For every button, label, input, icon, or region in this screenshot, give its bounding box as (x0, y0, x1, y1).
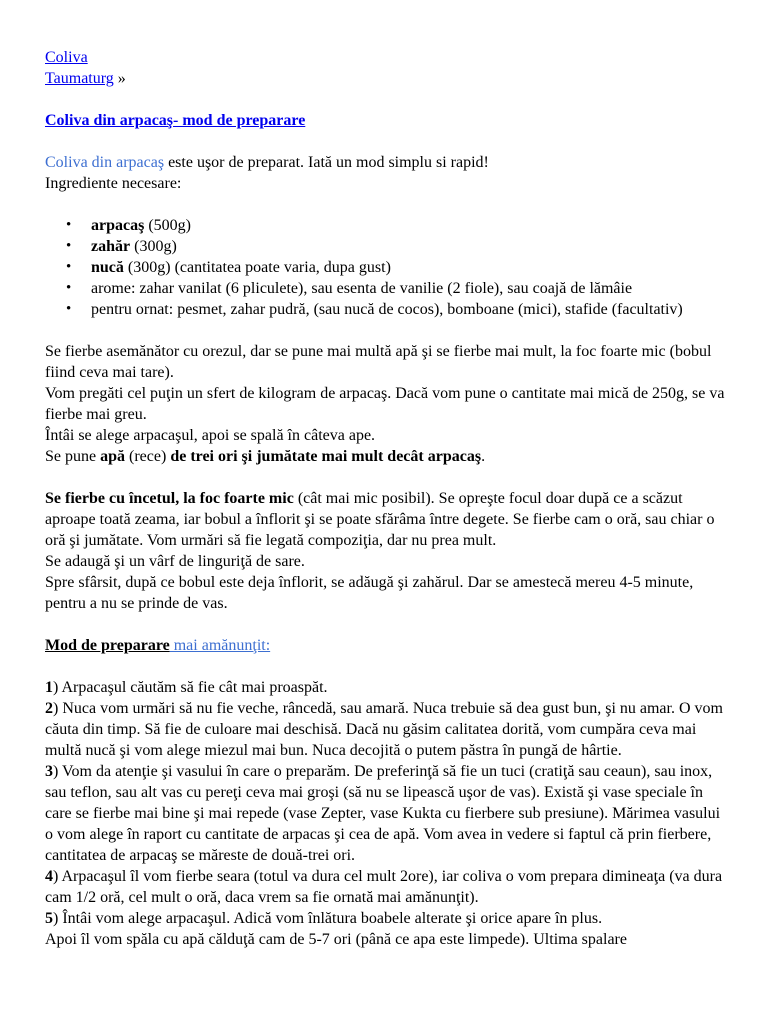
ingredient-name: nucă (91, 259, 124, 276)
ingredient-detail: (300g) (cantitatea poate varia, dupa gust) (123, 259, 391, 276)
text-line: (cât mai mic posibil). Se opreşte focul doar după ce a scăzut aproape toată zeama, iar bobul a înflorit şi se poate sfărâma între degete. Se fierbe cam o oră, sau chiar o oră şi jumătate. Vom urmări să fie legată compoziţia, dar nu prea mult. (45, 490, 715, 549)
text-line: . (481, 448, 486, 465)
ingredient-name: arpacaş (91, 217, 145, 234)
step-number: 2 (45, 700, 53, 717)
text-line: Spre sfârsit, după ce bobul este deja înflorit, se adăugă şi zahărul. Dar se amestecă mereu 4-5 minute, pentru a nu se prinde de vas. (45, 574, 694, 612)
text-line: Apoi îl vom spăla cu apă călduţă cam de 5-7 ori (până ce apa este limpede). Ultima spalare (45, 931, 627, 948)
breadcrumb-link-coliva[interactable]: Coliva (45, 49, 88, 66)
paragraph-boiling (45, 341, 728, 467)
step-text: ) Nuca vom urmări să nu fie veche, râncedă, sau amară. Nuca trebuie să dea gust bun, şi nu amar. O vom căuta din timp. Să fie de culoare mai deschisă. Dacă nu găsim calitatea dorită, vom cumpăra ceva mai multă nucă şi vom alege miezul mai bun. Nuca decojită o putem păstra în pungă de hârtie. (45, 700, 723, 759)
ingredients-label: Ingrediente necesare: (45, 175, 182, 192)
ingredient-name: zahăr (91, 238, 131, 255)
bold-text: apă (100, 448, 126, 465)
list-item (91, 236, 728, 257)
text-line: Vom pregăti cel puţin un sfert de kilogram de arpacaş. Dacă vom pune o cantitate mai mică de 250g, se va fierbe mai greu. (45, 385, 725, 423)
list-item (91, 278, 728, 299)
breadcrumb-separator: » (113, 70, 126, 87)
text-line: (rece) (125, 448, 171, 465)
text-line: Se pune (45, 448, 101, 465)
text-line: Se adaugă şi un vârf de linguriţă de sare. (45, 553, 305, 570)
step-number: 5 (45, 910, 53, 927)
list-item (91, 299, 728, 320)
text-line: Întâi se alege arpacaşul, apoi se spală în câteva ape. (45, 427, 376, 444)
list-item (91, 215, 728, 236)
ingredient-detail: pentru ornat: pesmet, zahar pudră, (sau nucă de cocos), bomboane (mici), stafide (facultativ) (91, 301, 683, 318)
ingredients-list (45, 215, 728, 320)
bold-text: de trei ori şi jumătate mai mult decât arpacaş (170, 448, 482, 465)
step-number: 4 (45, 868, 53, 885)
step-text: ) Vom da atenţie şi vasului în care o preparăm. De preferinţă să fie un tuci (cratiţă sau ceaun), sau inox, sau teflon, sau alt vas cu pereţi ceva mai groşi (să nu se lipească uşor de vas). Există şi vase speciale în care se fierbe mai bine şi mai repede (vase Zepter, vase Kukta cu fierbere sub presiune). Mărimea vasului o vom alege în raport cu cantitate de arpacas şi cea de apă. Vom avea in vedere si faptul că prin fierbere, cantitatea de arpacaş se măreste de două-trei ori. (45, 763, 721, 864)
steps-paragraph (45, 677, 728, 950)
step-number: 1 (45, 679, 53, 696)
list-item (91, 257, 728, 278)
ingredient-detail: (500g) (144, 217, 191, 234)
breadcrumb-link-taumaturg[interactable]: Taumaturg (45, 70, 114, 87)
paragraph-slow-boil (45, 488, 728, 614)
step-text: ) Arpacaşul căutăm să fie cât mai proaspăt. (53, 679, 328, 696)
ingredient-detail: (300g) (130, 238, 177, 255)
section-heading (45, 635, 728, 656)
step-text: ) Întâi vom alege arpacaşul. Adică vom înlătura boabele alterate şi orice apare în plus. (53, 910, 603, 927)
breadcrumb (45, 47, 728, 89)
intro-paragraph (45, 152, 728, 194)
title-link[interactable]: Coliva din arpacaş- mod de preparare (45, 112, 306, 129)
intro-link[interactable]: Coliva din arpacaş (45, 154, 165, 171)
step-text: ) Arpacaşul îl vom fierbe seara (totul va dura cel mult 2ore), iar coliva o vom prepara dimineaţa (va dura cam 1/2 oră, cel mult o oră, daca vrem sa fie ornată mai amănunţit). (45, 868, 723, 906)
step-number: 3 (45, 763, 53, 780)
intro-text: este uşor de preparat. Iată un mod simplu si rapid! (164, 154, 489, 171)
section-heading-link[interactable]: mai amănunţit: (169, 637, 271, 654)
ingredient-detail: arome: zahar vanilat (6 pliculete), sau esenta de vanilie (2 fiole), sau coajă de lămâie (91, 280, 633, 297)
text-line: Se fierbe asemănător cu orezul, dar se pune mai multă apă şi se fierbe mai mult, la foc foarte mic (bobul fiind ceva mai tare). (45, 343, 712, 381)
bold-text: Se fierbe cu încetul, la foc foarte mic (45, 490, 294, 507)
section-heading-text: Mod de preparare (45, 637, 170, 654)
article-title (45, 110, 728, 131)
